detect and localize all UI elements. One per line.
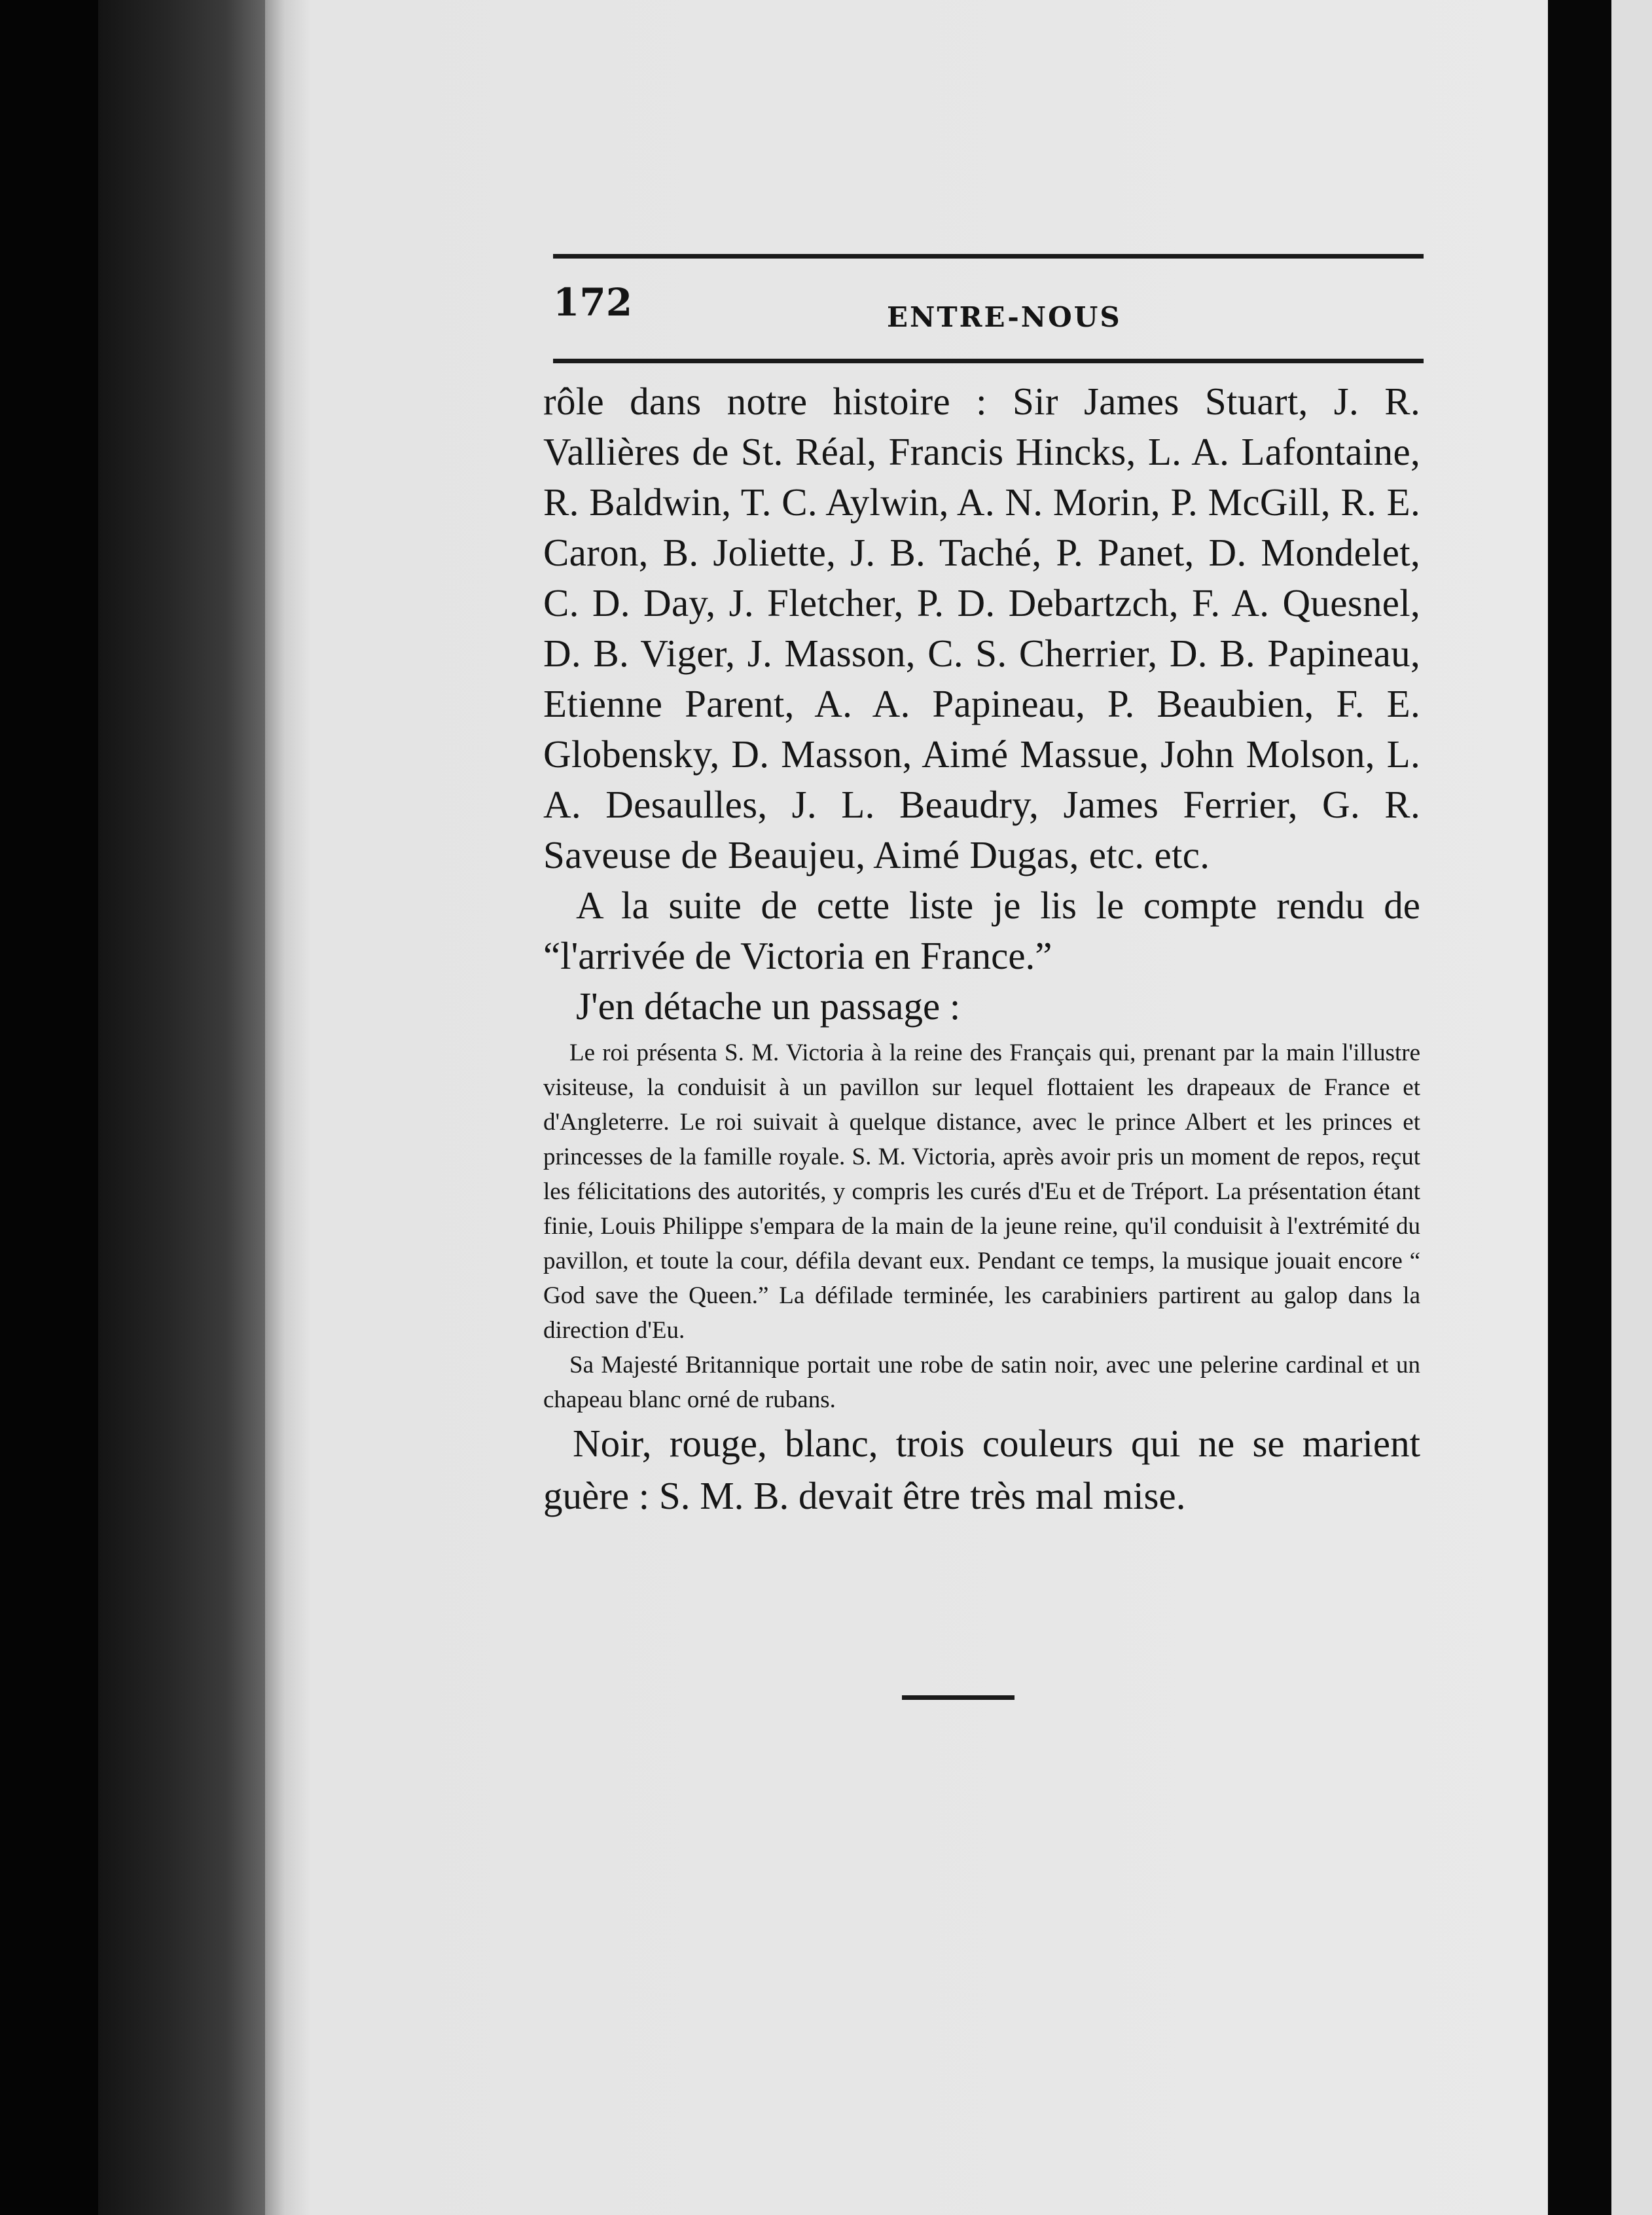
page-edge-stack xyxy=(98,0,268,2215)
quote-paragraph-2: Sa Majesté Britannique portait une robe de satin noir, avec une pelerine cardinal et un chapeau blanc orné de rubans. xyxy=(543,1352,1420,1413)
running-title: ENTRE-NOUS xyxy=(887,301,1122,333)
page-body xyxy=(543,376,1420,1522)
section-end-rule xyxy=(902,1695,1015,1700)
header-rule-top xyxy=(553,254,1424,259)
closing-paragraph: Noir, rouge, blanc, trois couleurs qui ne se marient guère : S. M. B. devait être très mal mise. xyxy=(543,1422,1420,1517)
next-page-edge xyxy=(1611,0,1652,2215)
quote-paragraph-1: Le roi présenta S. M. Victoria à la reine des Français qui, prenant par la main l'illustre visiteuse, la conduisit à un pavillon sur lequel flottaient les drapeaux de France et d'Angleterre. Le roi suivait à quelque distance, avec le prince Albert et les princes et princesses de la famille royale. S. M. Victoria, après avoir pris un moment de repos, reçut les félicitations des autorités, y compris les curés d'Eu et de Tréport. La présentation étant finie, Louis Philippe s'empara de la main de la jeune reine, qu'il conduisit à l'extrémité du pavillon, et toute la cour, défila devant eux. Pendant ce temps, la musique jouait encore “ God save the Queen.” La défilade terminée, les carabiniers partirent au galop dans la direction d'Eu. xyxy=(543,1039,1420,1344)
names-paragraph: rôle dans notre histoire : Sir James Stuart, J. R. Vallières de St. Réal, Francis Hincks, L. A. Lafontaine, R. Baldwin, T. C. Aylwin, A. N. Morin, P. McGill, R. E. Caron, B. Joliette, J. B. Taché, P. Panet, D. Mondelet, C. D. Day, J. Fletcher, P. D. Debartzch, F. A. Quesnel, D. B. Viger, J. Masson, C. S. Cherrier, D. B. Papineau, Etienne Parent, A. A. Papineau, P. Beaubien, F. E. Globensky, D. Masson, Aimé Massue, John Molson, L. A. Desaulles, J. L. Beaudry, James Ferrier, G. R. Saveuse de Beaujeu, Aimé Dugas, etc. etc. xyxy=(543,380,1420,876)
book-spine-shadow xyxy=(0,0,98,2215)
header-rule-bottom xyxy=(553,359,1424,363)
transition-paragraph: A la suite de cette liste je lis le compte rendu de “l'arrivée de Victoria en France.” xyxy=(543,884,1420,977)
excerpt-intro: J'en détache un passage : xyxy=(576,984,961,1028)
page-number: 172 xyxy=(553,280,633,325)
running-head xyxy=(553,280,1424,333)
